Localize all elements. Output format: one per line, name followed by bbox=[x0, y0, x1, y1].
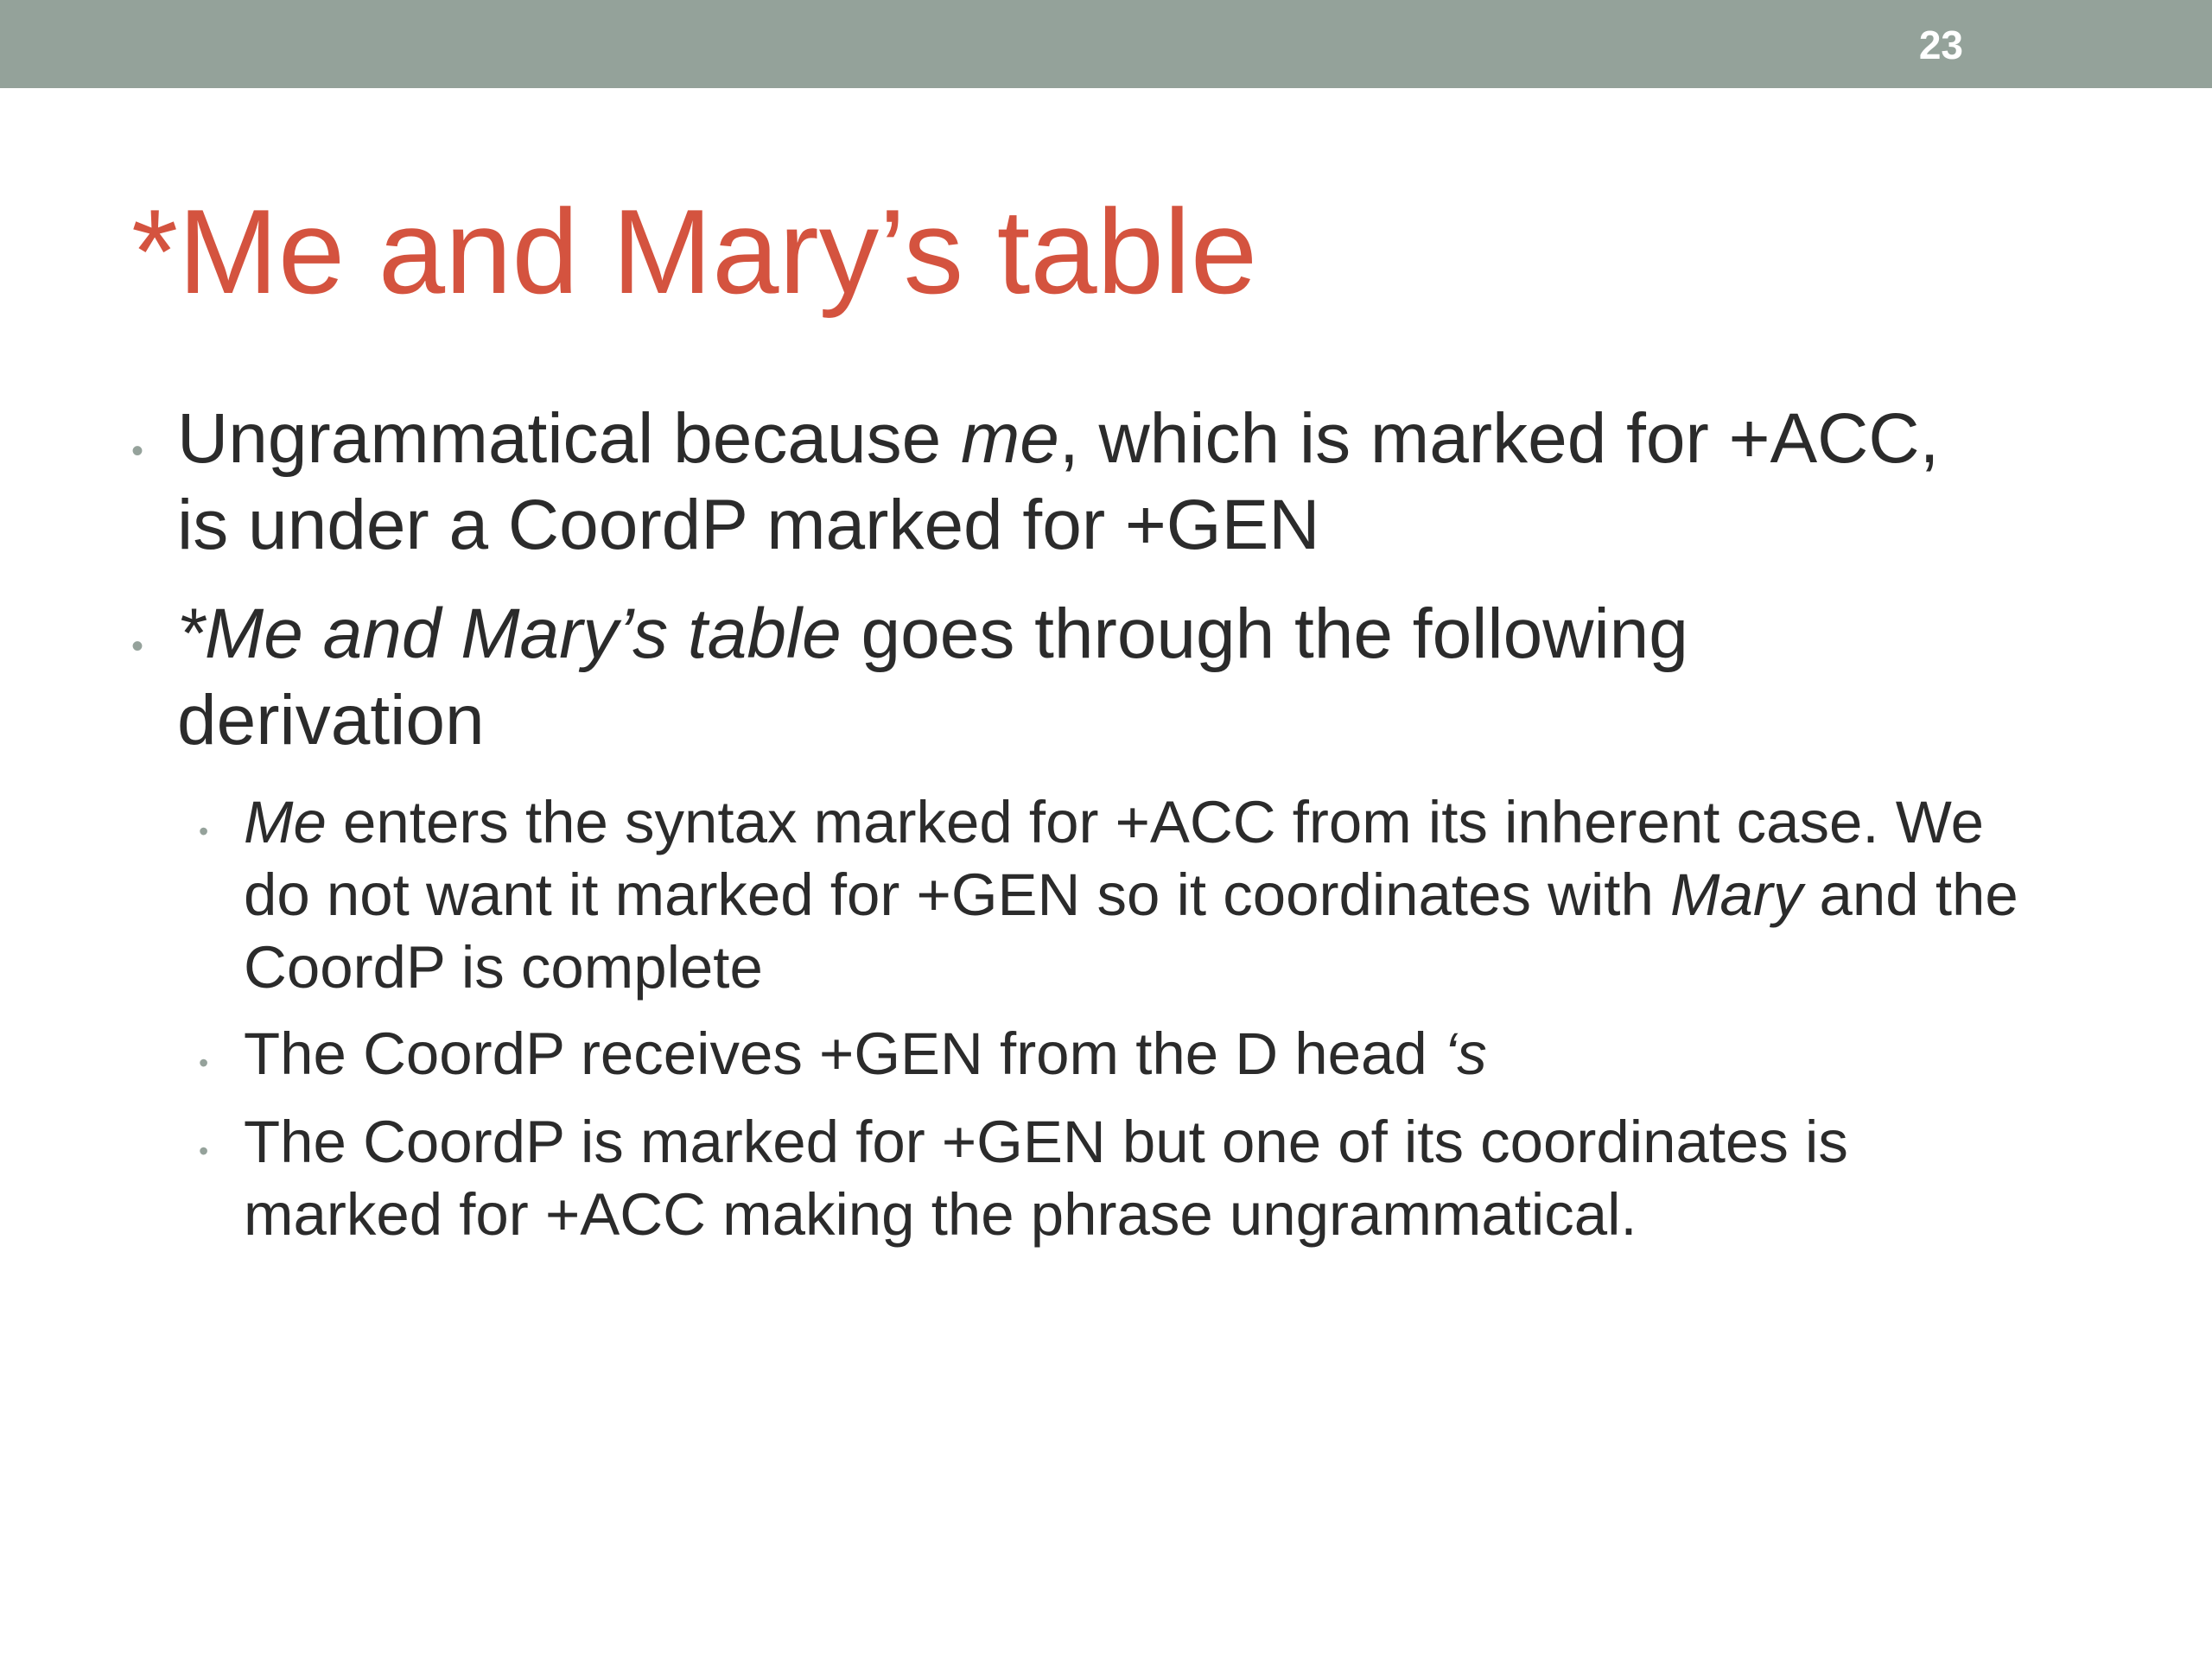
slide-number: 23 bbox=[1918, 22, 1963, 67]
bullet-text-line: The CoordP is marked for +GEN but one of its coordinates is bbox=[244, 1109, 1848, 1175]
bullet-text-line: derivation bbox=[177, 681, 485, 760]
italic-term: ‘s bbox=[1443, 1020, 1487, 1087]
slide-header-bar bbox=[0, 0, 2212, 88]
bullet-text-line: Me enters the syntax marked for +ACC from its inherent case. We bbox=[244, 789, 1984, 855]
italic-term: Mary bbox=[1670, 861, 1803, 928]
italic-term: me bbox=[960, 399, 1059, 478]
bullet-marker: • bbox=[199, 816, 209, 847]
bullet-text-line: marked for +ACC making the phrase ungrammatical. bbox=[244, 1181, 1637, 1248]
bullet-text-line: Ungrammatical because me, which is marked for +ACC, bbox=[177, 399, 1940, 478]
italic-term: *Me and Mary’s table bbox=[177, 594, 842, 673]
bullet-marker: • bbox=[199, 1135, 209, 1166]
bullet-marker: • bbox=[131, 627, 144, 665]
italic-term: Me bbox=[244, 789, 327, 855]
bullet-text-line: do not want it marked for +GEN so it coordinates with Mary and the bbox=[244, 861, 2018, 928]
bullet-text-line: *Me and Mary’s table goes through the following bbox=[177, 594, 1688, 673]
bullet-marker: • bbox=[199, 1047, 209, 1078]
bullet-text-line: is under a CoordP marked for +GEN bbox=[177, 486, 1320, 564]
bullet-text-line: CoordP is complete bbox=[244, 934, 763, 1001]
bullet-text-line: The CoordP receives +GEN from the D head ‘s bbox=[244, 1020, 1487, 1087]
bullet-marker: • bbox=[131, 432, 144, 470]
slide-title: *Me and Mary’s table bbox=[131, 185, 1258, 319]
